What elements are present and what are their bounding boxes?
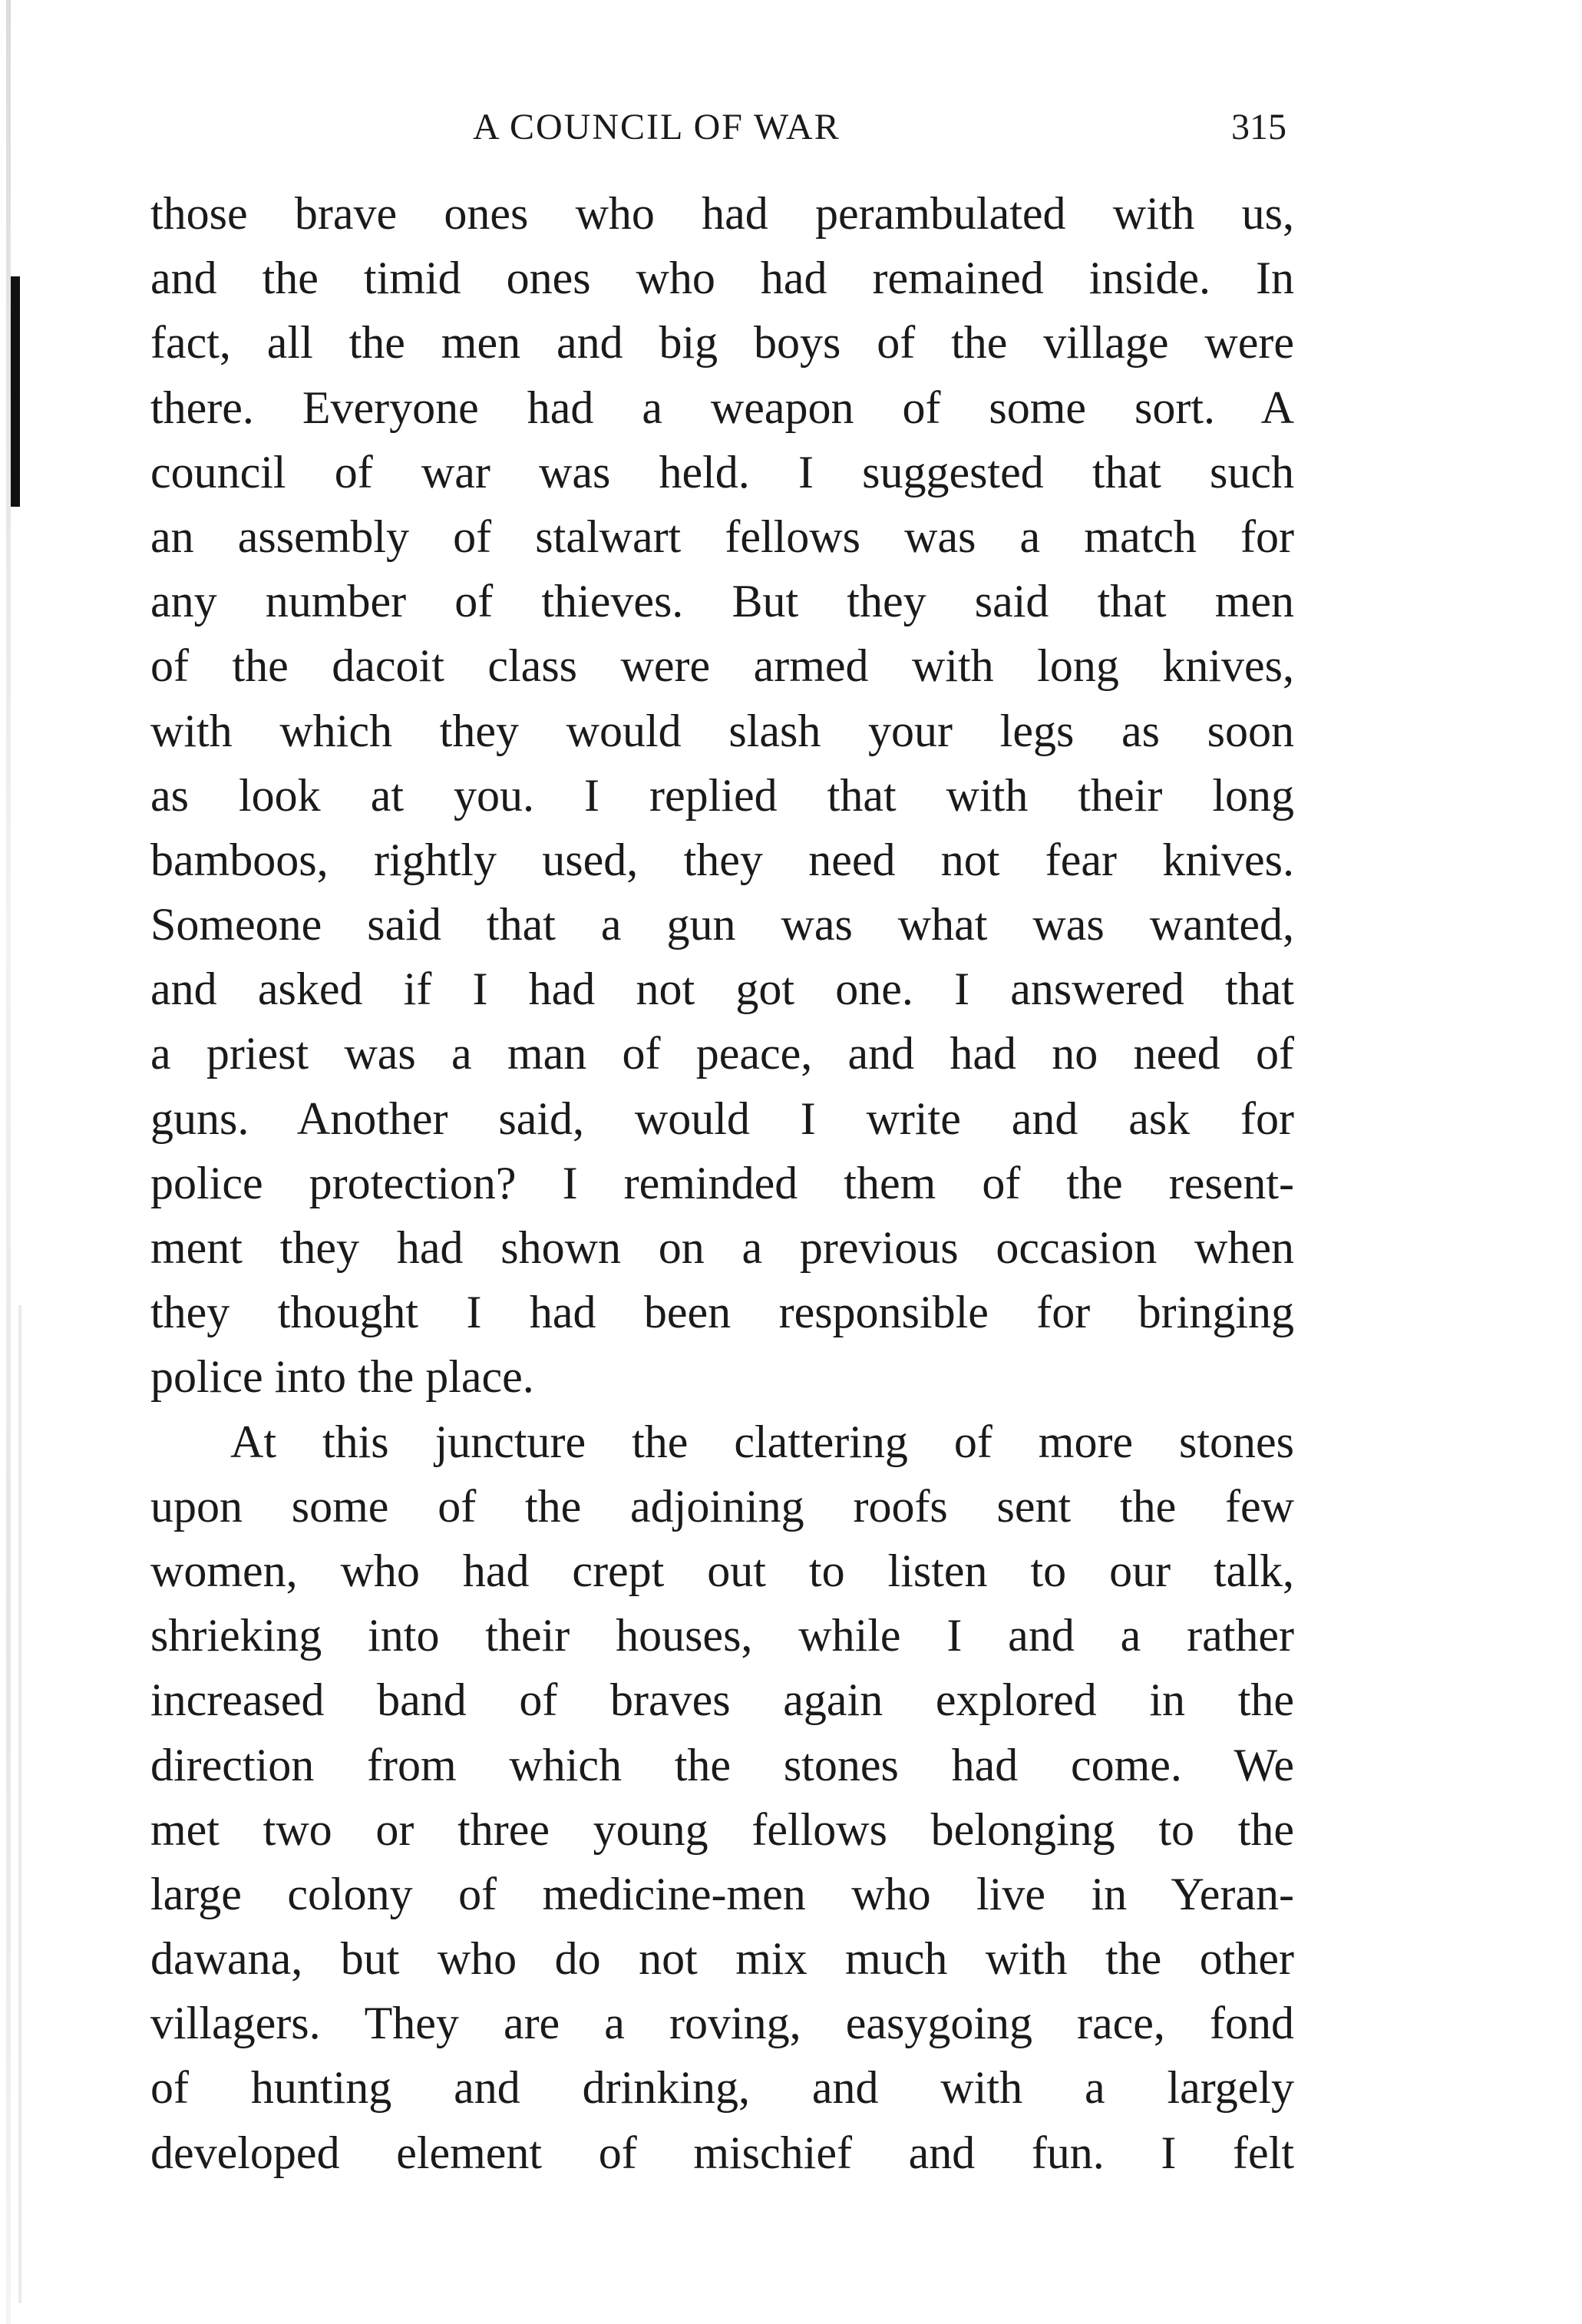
paragraph-1 bbox=[150, 181, 1294, 1410]
text-line: there. Everyone had a weapon of some sort. A bbox=[150, 382, 1294, 433]
binding-mark bbox=[11, 276, 20, 507]
text-line: met two or three young fellows belonging to the bbox=[150, 1803, 1294, 1855]
text-line: bamboos, rightly used, they need not fear knives. bbox=[150, 834, 1294, 885]
binding-shadow-lower bbox=[18, 1305, 21, 2303]
running-head bbox=[150, 106, 1294, 160]
text-line: developed element of mischief and fun. I felt bbox=[150, 2127, 1294, 2178]
text-line: they thought I had been responsible for bringing bbox=[150, 1287, 1294, 1338]
text-line: direction from which the stones had come. We bbox=[150, 1739, 1294, 1790]
text-line: those brave ones who had perambulated with us, bbox=[150, 188, 1294, 239]
text-line: guns. Another said, would I write and ask for bbox=[150, 1093, 1294, 1144]
text-line: increased band of braves again explored in the bbox=[150, 1674, 1294, 1726]
text-line: and the timid ones who had remained inside. In bbox=[150, 253, 1294, 304]
text-line: villagers. They are a roving, easygoing race, fond bbox=[150, 1998, 1294, 2049]
text-line: shrieking into their houses, while I and a rather bbox=[150, 1610, 1294, 1661]
text-line: dawana, but who do not mix much with the other bbox=[150, 1933, 1294, 1985]
text-line: Someone said that a gun was what was wanted, bbox=[150, 899, 1294, 950]
running-title: A COUNCIL OF WAR bbox=[473, 107, 841, 147]
text-line: large colony of medicine-men who live in Yeran- bbox=[150, 1868, 1294, 1919]
paragraph-2 bbox=[150, 1410, 1294, 2185]
text-line: council of war was held. I suggested that such bbox=[150, 446, 1294, 498]
text-line: of hunting and drinking, and with a largely bbox=[150, 2062, 1294, 2114]
body-text bbox=[150, 181, 1294, 2185]
text-line: upon some of the adjoining roofs sent the few bbox=[150, 1480, 1294, 1532]
text-line: an assembly of stalwart fellows was a match for bbox=[150, 511, 1294, 562]
text-line: and asked if I had not got one. I answered that bbox=[150, 964, 1294, 1015]
text-line: of the dacoit class were armed with long knives, bbox=[150, 640, 1294, 692]
text-line: with which they would slash your legs as soon bbox=[150, 705, 1294, 756]
text-line: any number of thieves. But they said that men bbox=[150, 576, 1294, 627]
page-binding-edge bbox=[0, 0, 35, 2324]
text-line: fact, all the men and big boys of the village were bbox=[150, 317, 1294, 369]
text-line: police into the place. bbox=[150, 1351, 534, 1403]
page-number: 315 bbox=[1231, 107, 1286, 147]
text-line: women, who had crept out to listen to our talk, bbox=[150, 1545, 1294, 1596]
text-line: At this juncture the clattering of more stones bbox=[230, 1416, 1294, 1467]
text-line: ment they had shown on a previous occasion when bbox=[150, 1222, 1294, 1273]
text-line: police protection? I reminded them of the resent- bbox=[150, 1157, 1294, 1208]
text-line: a priest was a man of peace, and had no need of bbox=[150, 1028, 1294, 1079]
text-line: as look at you. I replied that with their long bbox=[150, 769, 1294, 821]
